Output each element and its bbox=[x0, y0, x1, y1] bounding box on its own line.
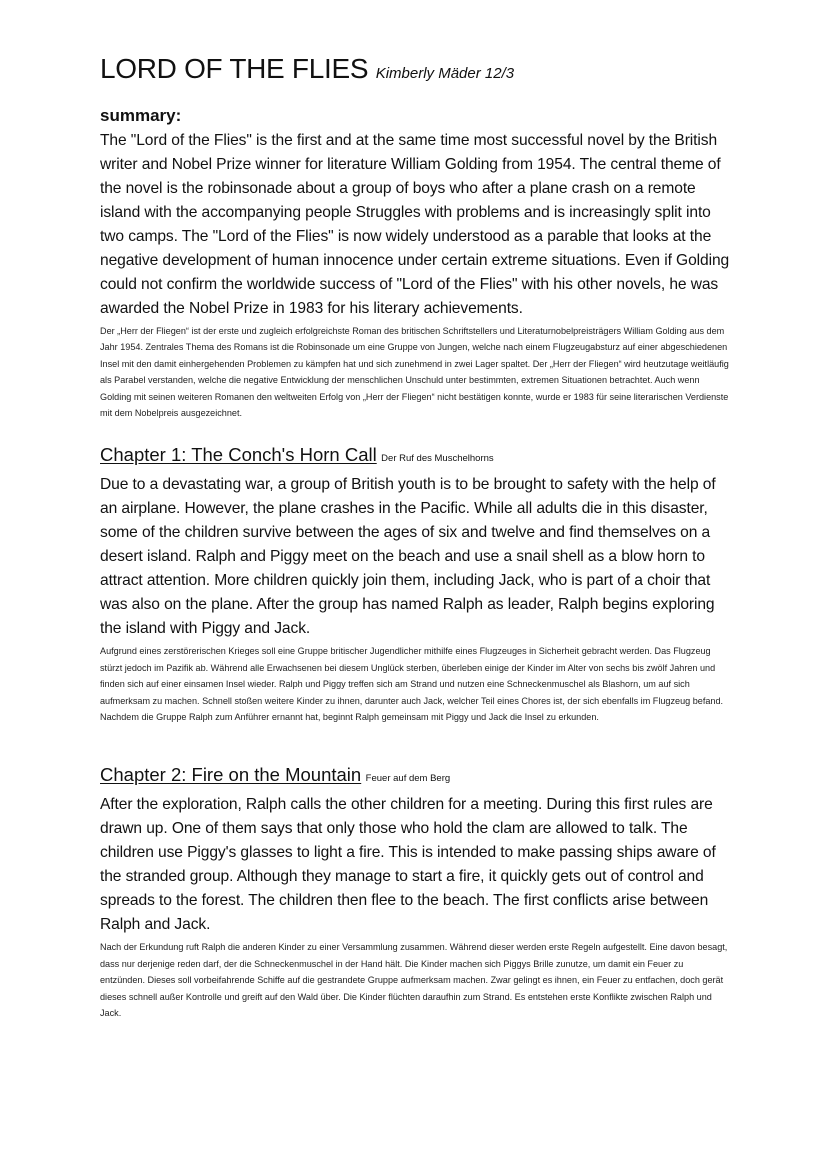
chapter-english: Due to a devastating war, a group of British youth is to be brought to safety with the help of an airplane. However, the plane crashes in the Pacific. While all adults die in this disaster, some of the children survive between the ages of six and twelve and find themselves on a desert island. Ralph and Piggy meet on the beach and use a snail shell as a blow horn to attract attention. More children quickly join them, including Jack, who is part of a choir that was also on the plane. After the group has named Ralph as leader, Ralph begins exploring the island with Piggy and Jack. bbox=[100, 476, 716, 638]
chapter-german-title: Der Ruf des Muschelhorns bbox=[381, 453, 494, 465]
author-class: Kimberly Mäder 12/3 bbox=[375, 65, 515, 82]
summary-german: Der „Herr der Fliegen“ ist der erste und zugleich erfolgreichste Roman des britischen Schriftstellers und Literaturnobelpreisträgers William Golding aus dem Jahr 1954. Zentrales Thema des Romans ist die Robinsonade um eine Gruppe von Jungen, welche nach einem Flugzeugabsturz auf einer abgeschiedenen Insel mit den damit einhergehenden Problemen zu kämpfen hat und sich zunehmend in zwei Lager spaltet. Der „Herr der Fliegen“ wird heutzutage weitläufig als Parabel verstanden, welche die negative Entwicklung der menschlichen Unschuld unter bestimmten, extremen Situationen betrachtet. Auch wenn Golding mit seinen weiteren Romanen den weltweiten Erfolg von „Herr der Fliegen“ nicht bestätigen konnte, wurde er 1983 für seine literarischen Verdienste mit dem Nobelpreis ausgezeichnet. bbox=[100, 326, 729, 419]
document-title bbox=[100, 52, 730, 91]
chapter-german: Aufgrund eines zerstörerischen Krieges soll eine Gruppe britischer Jugendlicher mithilfe eines Flugzeuges in Sicherheit gebracht werden. Das Flugzeug stürzt jedoch im Pazifik ab. Während alle Erwachsenen bei diesem Unglück sterben, überleben einige der Kinder im Alter von sechs bis zwölf Jahren und finden sich auf einer einsamen Insel wieder. Ralph und Piggy treffen sich am Strand und nutzen eine Schneckenmuschel als Blashorn, um auf sich aufmerksam zu machen. Schnell stoßen weitere Kinder zu ihnen, darunter auch Jack, welcher Teil eines Chores ist, der sich ebenfalls im Flugzeug befand. Nachdem die Gruppe Ralph zum Anführer ernannt hat, beginnt Ralph gemeinsam mit Piggy und Jack die Insel zu erkunden. bbox=[100, 646, 724, 723]
chapter-heading bbox=[100, 443, 730, 471]
chapter-english: After the exploration, Ralph calls the other children for a meeting. During this first rules are drawn up. One of them says that only those who hold the clam are allowed to talk. The children use Piggy's glasses to light a fire. This is intended to make passing ships aware of the stranded group. Although they manage to start a fire, it quickly gets out of control and spreads to the forest. The children then flee to the beach. The first conflicts arise between Ralph and Jack. bbox=[100, 796, 716, 934]
document-page bbox=[100, 52, 730, 1022]
chapter-heading bbox=[100, 763, 730, 791]
chapter-german-title: Feuer auf dem Berg bbox=[365, 773, 451, 785]
chapter-2-section bbox=[100, 763, 730, 1021]
summary-english: The "Lord of the Flies" is the first and at the same time most successful novel by the British writer and Nobel Prize winner for literature William Golding from 1954. The central theme of the novel is the robinsonade about a group of boys who after a plane crash on a remote island with the accompanying people Struggles with problems and is increasingly split into two camps. The "Lord of the Flies" is now widely understood as a parable that looks at the negative development of human innocence under certain extreme situations. Even if Golding could not confirm the worldwide success of "Lord of the Flies" with his other novels, he was awarded the Nobel Prize in 1983 for his literary achievements. bbox=[100, 132, 730, 317]
chapter-1-section bbox=[100, 443, 730, 725]
title-text: LORD OF THE FLIES bbox=[100, 53, 369, 84]
chapter-title: Chapter 1: The Conch's Horn Call bbox=[100, 444, 377, 466]
chapter-german: Nach der Erkundung ruft Ralph die anderen Kinder zu einer Versammlung zusammen. Während dieser werden erste Regeln aufgestellt. Eine davon besagt, dass nur derjenige reden darf, der die Schneckenmuschel in der Hand hält. Die Kinder machen sich Piggys Brille zunutze, um damit ein Feuer zu entzünden. Dieses soll vorbeifahrende Schiffe auf die gestrandete Gruppe aufmerksam machen. Zwar gelingt es ihnen, ein Feuer zu entfachen, doch gerät dieses schnell außer Kontrolle und greift auf den Wald über. Die Kinder flüchten daraufhin zum Strand. Es entstehen erste Konflikte zwischen Ralph und Jack. bbox=[100, 942, 728, 1019]
summary-section bbox=[100, 105, 730, 421]
summary-label: summary: bbox=[100, 106, 182, 125]
chapter-title: Chapter 2: Fire on the Mountain bbox=[100, 764, 362, 786]
